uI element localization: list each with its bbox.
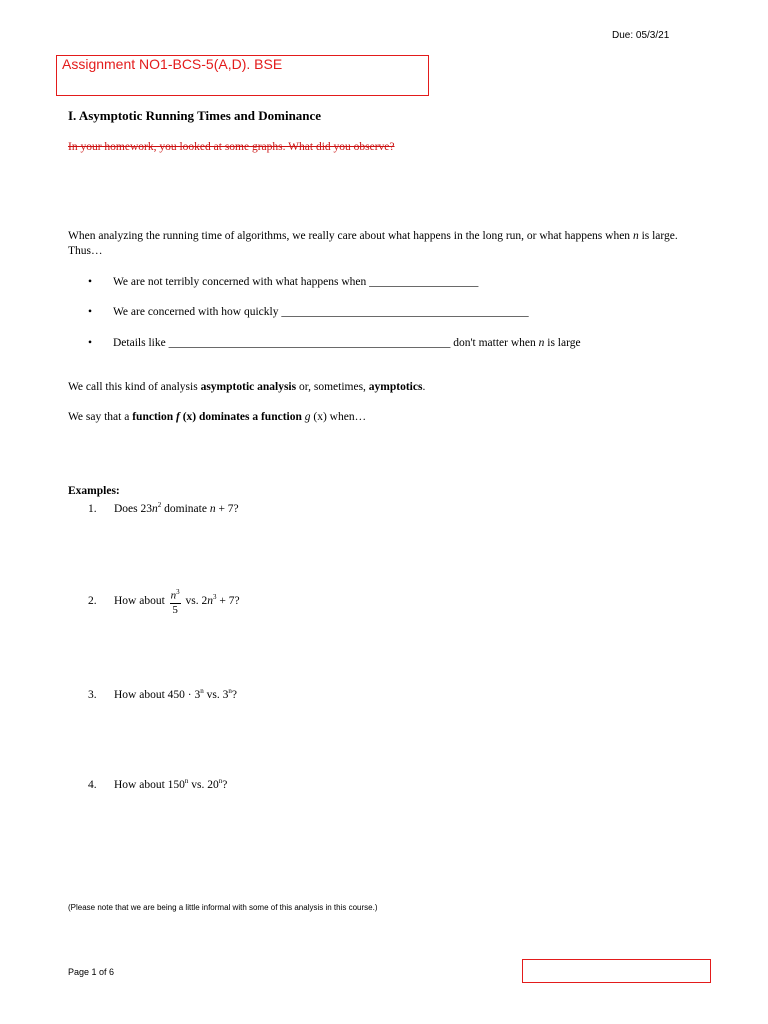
text: + 7? (215, 502, 239, 515)
bullet-icon: • (88, 337, 93, 349)
example-number: 3. (88, 688, 97, 701)
example-number: 2. (88, 594, 97, 607)
exponent: n (218, 777, 223, 785)
text: or, sometimes, (296, 381, 369, 393)
page-number: Page 1 of 6 (68, 967, 115, 977)
examples-heading: Examples: (68, 485, 120, 497)
assignment-title: Assignment NO1-BCS-5(A,D). BSE (62, 56, 283, 72)
bullet-text: is large (544, 337, 581, 349)
text: . (422, 381, 426, 393)
text: How about 150 (114, 778, 185, 791)
text: ? (231, 688, 237, 701)
bullet-item (88, 276, 478, 288)
dominance-definition (68, 411, 366, 423)
footer-red-box (522, 959, 711, 983)
bullet-text: We are concerned with how quickly ___________________________________________ (113, 306, 529, 318)
bullet-text: don't matter when (450, 337, 539, 349)
variable-n: n (152, 502, 158, 515)
text: How about (114, 594, 168, 607)
example-item (88, 586, 240, 617)
section-heading: I. Asymptotic Running Times and Dominance (68, 108, 322, 123)
intro-paragraph: When analyzing the running time of algorithms, we really care about what happens in the long run, or what happens when n is large. Thus… (68, 230, 678, 257)
text: dominate (161, 502, 210, 515)
text: vs. 20 (188, 778, 219, 791)
exponent: n (184, 777, 189, 785)
bold-term: aymptotics (368, 381, 423, 393)
variable-g: g (304, 411, 311, 423)
bullet-icon: • (88, 276, 93, 288)
exponent: 3 (213, 593, 217, 602)
exponent: n (200, 687, 204, 695)
bullet-item (88, 306, 529, 318)
bullet-prefix: Details like (113, 337, 169, 349)
struck-out-question: In your homework, you looked at some graphs. What did you observe? (68, 141, 395, 153)
bullet-icon: • (88, 306, 93, 318)
due-date: Due: 05/3/21 (612, 30, 670, 41)
bold-term: (x) dominates a function (179, 411, 305, 423)
bold-term: asymptotic analysis (200, 381, 297, 393)
text: We call this kind of analysis (68, 381, 201, 393)
text: How about 450 · 3 (114, 688, 201, 701)
variable-n: n (209, 502, 216, 515)
text: We say that a (68, 411, 133, 423)
denominator: 5 (172, 603, 178, 616)
variable-n: n (538, 337, 545, 349)
bullet-item (88, 337, 581, 349)
example-item (88, 501, 239, 515)
text: vs. 3 (203, 688, 229, 701)
exponent: 2 (157, 501, 162, 509)
text: (x) when… (310, 411, 367, 423)
bullet-text: We are not terribly concerned with what happens when ___________________ (113, 276, 479, 288)
variable-f: f (176, 411, 180, 423)
exponent: 3 (176, 588, 180, 596)
text: vs. 2 (182, 594, 208, 607)
example-number: 1. (88, 502, 97, 515)
text: Does 23 (114, 502, 153, 515)
example-number: 4. (88, 778, 97, 791)
text: ? (222, 778, 228, 791)
example-item (88, 777, 227, 791)
variable-n: n (207, 594, 214, 607)
variable-n: n (170, 589, 177, 602)
asymptotic-definition (68, 381, 425, 393)
text: + 7? (216, 594, 240, 607)
informal-note: (Please note that we are being a little informal with some of this analysis in this course.) (68, 903, 378, 912)
exponent: n (228, 687, 232, 695)
example-item (88, 687, 237, 701)
bold-term: function (132, 411, 176, 423)
blank-line: _________________________________________________ (168, 337, 451, 349)
fraction (170, 586, 181, 617)
